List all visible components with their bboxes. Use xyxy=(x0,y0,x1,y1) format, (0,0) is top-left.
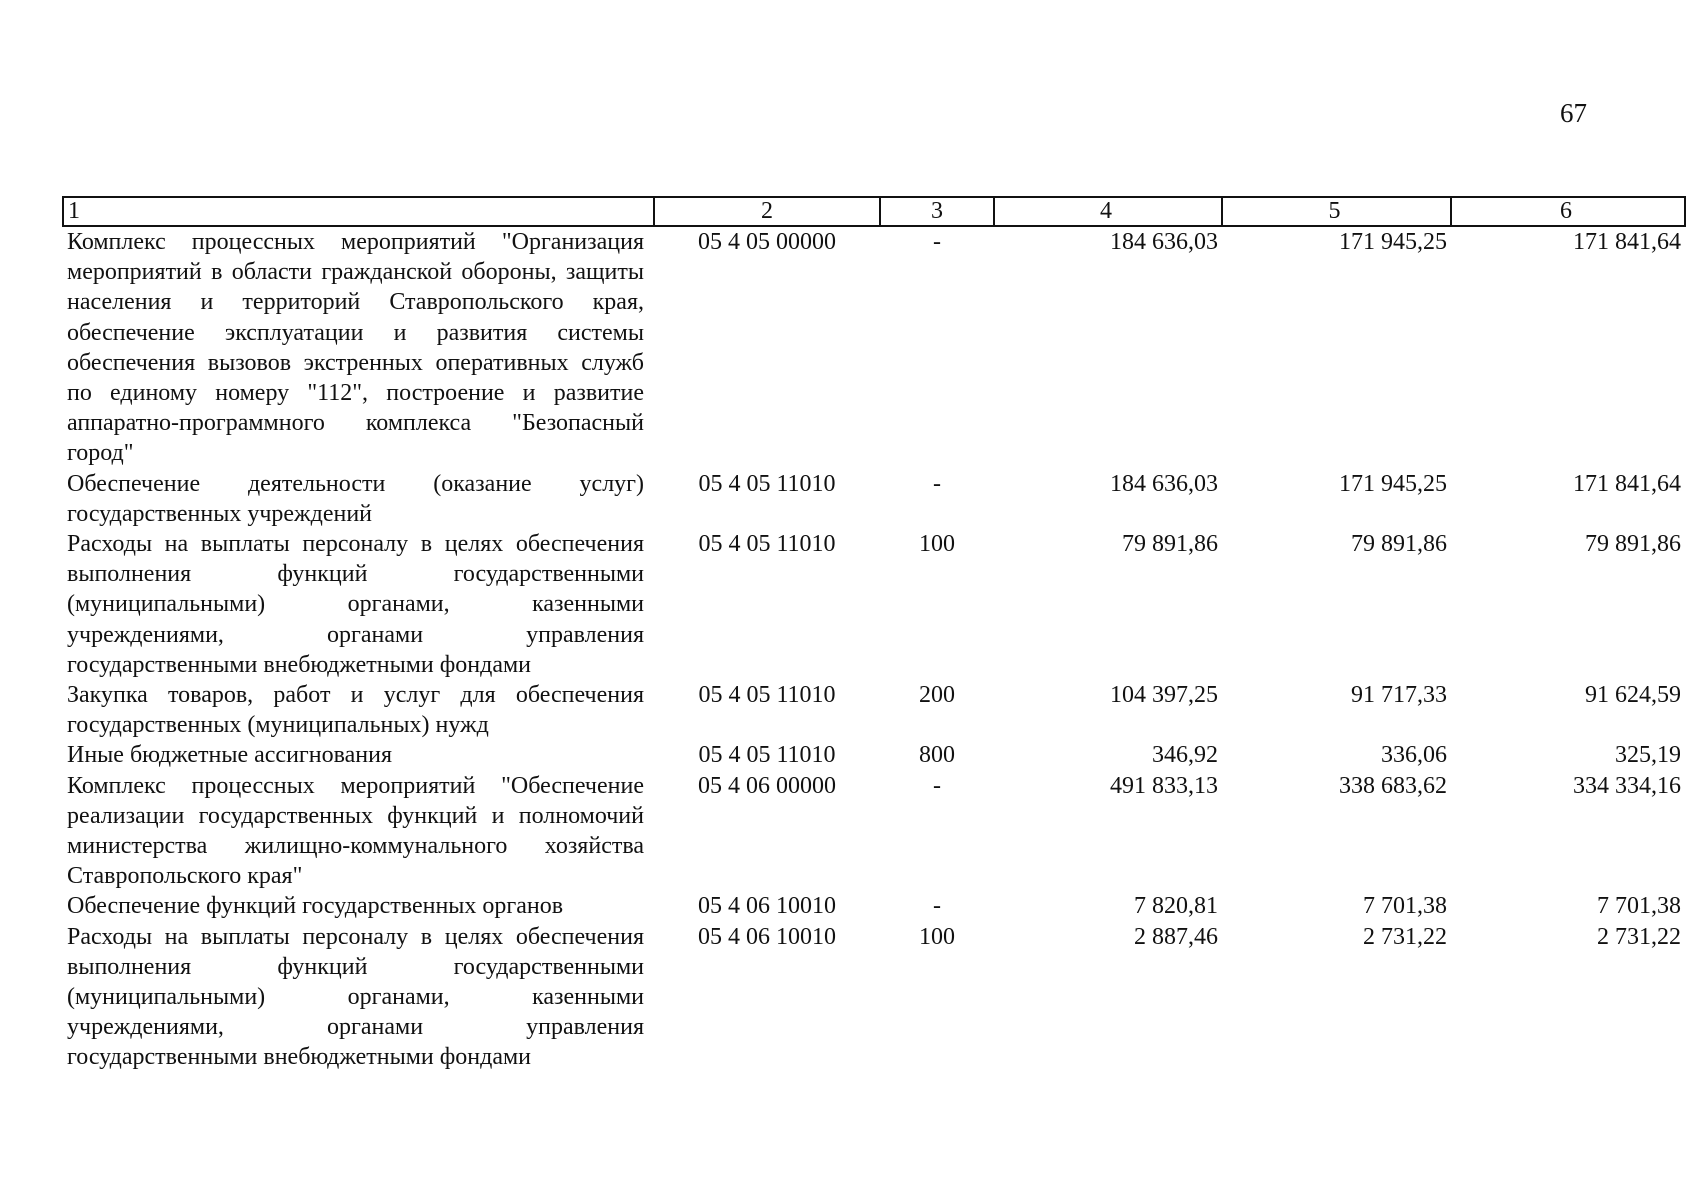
row-value-1: 346,92 xyxy=(1152,742,1218,769)
row-name: Расходы на выплаты персоналу в целях обеспечения выполнения функций государственными (муниципальными) органами, казенными учреждениями, органами управления государственными внебюджетными фондами xyxy=(67,923,644,1071)
row-code: 05 4 05 11010 xyxy=(698,531,836,558)
row-value-3: 91 624,59 xyxy=(1585,682,1681,709)
row-value-1: 7 820,81 xyxy=(1134,893,1218,920)
row-code: 05 4 05 11010 xyxy=(698,742,836,769)
page-number: 67 xyxy=(1560,98,1587,128)
row-value-2: 79 891,86 xyxy=(1351,531,1447,558)
header-col-3: 3 xyxy=(880,197,994,226)
row-value-2: 338 683,62 xyxy=(1339,772,1447,799)
row-value-2: 171 945,25 xyxy=(1339,229,1447,255)
row-value-3: 171 841,64 xyxy=(1573,229,1681,255)
row-value-1: 79 891,86 xyxy=(1122,531,1218,558)
row-name: Обеспечение функций государственных органов xyxy=(67,893,564,920)
row-type: 200 xyxy=(919,682,955,709)
row-value-3: 334 334,16 xyxy=(1573,772,1681,799)
row-value-2: 2 731,22 xyxy=(1363,923,1447,950)
header-col-1: 1 xyxy=(63,197,654,226)
row-type: 800 xyxy=(919,742,955,769)
row-value-3: 79 891,86 xyxy=(1585,531,1681,558)
row-value-1: 2 887,46 xyxy=(1134,923,1218,950)
row-name: Иные бюджетные ассигнования xyxy=(67,742,392,769)
row-value-3: 7 701,38 xyxy=(1597,893,1681,920)
table-row xyxy=(63,740,1685,770)
row-value-2: 171 945,25 xyxy=(1339,470,1447,497)
table-row xyxy=(63,771,1685,892)
table-row xyxy=(63,226,1685,469)
table-row xyxy=(63,529,1685,680)
header-col-4: 4 xyxy=(994,197,1222,226)
row-name: Обеспечение деятельности (оказание услуг) государственных учреждений xyxy=(67,470,644,527)
row-value-1: 104 397,25 xyxy=(1110,682,1218,709)
table-body xyxy=(63,226,1685,1073)
row-type: 100 xyxy=(919,531,955,558)
row-type: 100 xyxy=(919,923,955,950)
row-code: 05 4 05 00000 xyxy=(698,229,836,255)
row-value-1: 184 636,03 xyxy=(1110,470,1218,497)
table-header xyxy=(63,197,1685,226)
header-col-2: 2 xyxy=(654,197,880,226)
row-code: 05 4 05 11010 xyxy=(698,682,836,709)
row-name: Расходы на выплаты персоналу в целях обеспечения выполнения функций государственными (муниципальными) органами, казенными учреждениями, органами управления государственными внебюджетными фондами xyxy=(67,531,644,678)
header-col-5: 5 xyxy=(1222,197,1451,226)
row-name: Комплекс процессных мероприятий "Обеспечение реализации государственных функций и полномочий министерства жилищно-коммунального хозяйства Ставропольского края" xyxy=(67,772,644,890)
row-type: - xyxy=(933,893,941,920)
table-row xyxy=(63,680,1685,740)
table-row xyxy=(63,469,1685,529)
row-type: - xyxy=(933,470,941,497)
table-row xyxy=(63,891,1685,921)
row-code: 05 4 05 11010 xyxy=(698,470,836,497)
row-code: 05 4 06 00000 xyxy=(698,772,836,799)
row-value-1: 184 636,03 xyxy=(1110,229,1218,255)
row-name: Комплекс процессных мероприятий "Организация мероприятий в области гражданской обороны, защиты населения и территорий Ставропольского края, обеспечение эксплуатации и развития системы обеспечения вызовов экстренных оперативных служб по единому номеру "112", построение и развитие аппаратно-программного комплекса "Безопасный город" xyxy=(67,229,644,467)
row-code: 05 4 06 10010 xyxy=(698,893,836,920)
budget-table xyxy=(62,196,1686,1073)
header-col-6: 6 xyxy=(1451,197,1685,226)
row-value-2: 336,06 xyxy=(1381,742,1447,769)
row-type: - xyxy=(933,229,941,255)
header-row xyxy=(63,197,1685,226)
table-row xyxy=(63,922,1685,1073)
row-value-3: 2 731,22 xyxy=(1597,923,1681,950)
row-value-1: 491 833,13 xyxy=(1110,772,1218,799)
row-name: Закупка товаров, работ и услуг для обеспечения государственных (муниципальных) нужд xyxy=(67,682,644,739)
row-value-2: 91 717,33 xyxy=(1351,682,1447,709)
row-type: - xyxy=(933,772,941,799)
row-value-2: 7 701,38 xyxy=(1363,893,1447,920)
row-code: 05 4 06 10010 xyxy=(698,923,836,950)
row-value-3: 325,19 xyxy=(1615,742,1681,769)
row-value-3: 171 841,64 xyxy=(1573,470,1681,497)
